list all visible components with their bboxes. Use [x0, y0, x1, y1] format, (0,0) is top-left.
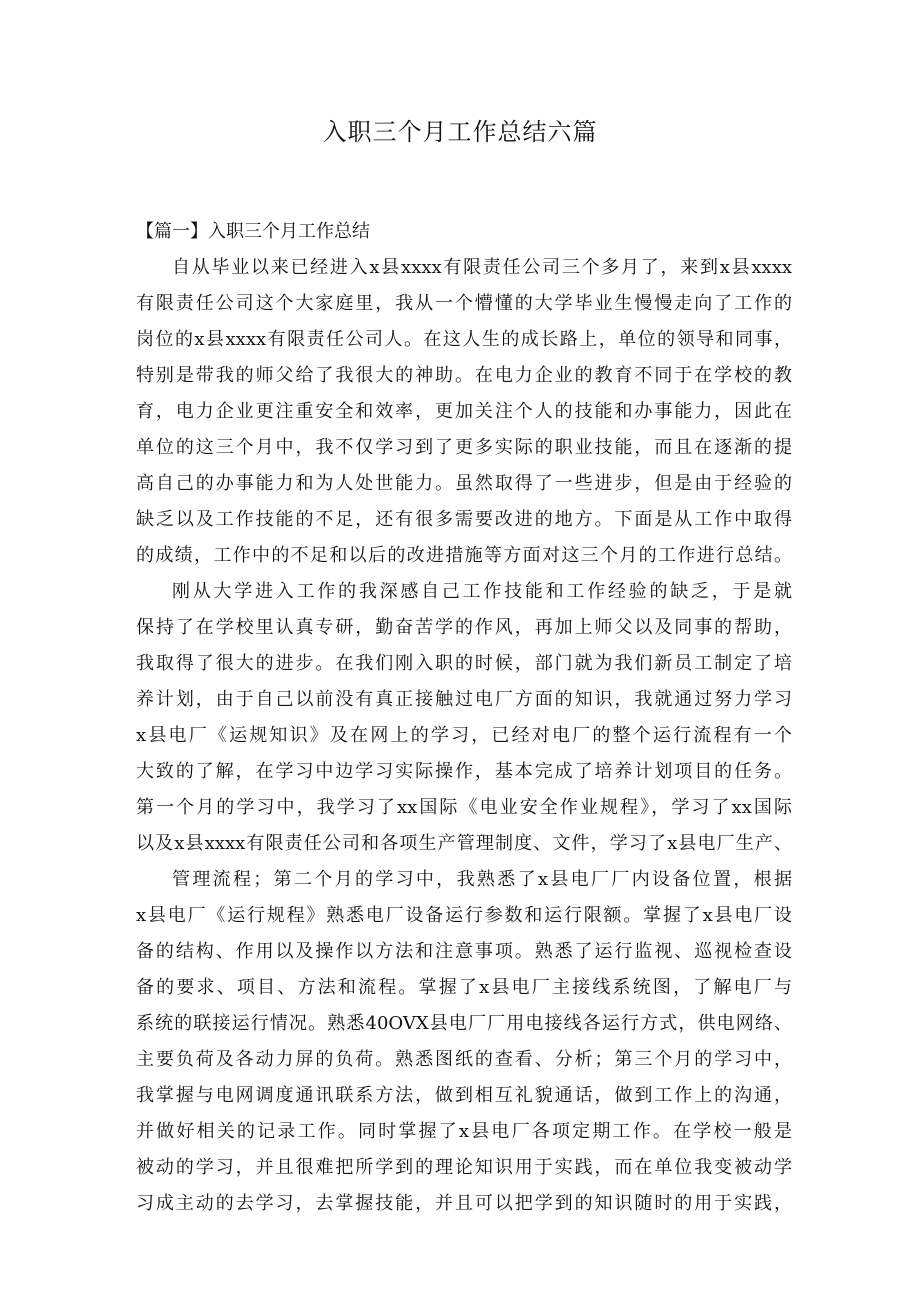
paragraph-line: 管理流程；第二个月的学习中，我熟悉了x县电厂厂内设备位置，根据 [172, 869, 792, 890]
paragraph-line: 育，电力企业更注重安全和效率，更加关注个人的技能和办事能力，因此在 [136, 401, 792, 422]
paragraph-line: 保持了在学校里认真专研，勤奋苦学的作风，再加上师父以及同事的帮助， [136, 617, 792, 638]
section-heading: 【篇一】入职三个月工作总结 [136, 221, 370, 242]
paragraph-line: 缺乏以及工作技能的不足，还有很多需要改进的地方。下面是从工作中取得 [136, 509, 792, 530]
paragraph-line: 我掌握与电网调度通讯联系方法，做到相互礼貌通话，做到工作上的沟通， [136, 1085, 792, 1106]
paragraph-line: 有限责任公司这个大家庭里，我从一个懵懂的大学毕业生慢慢走向了工作的 [136, 293, 792, 314]
paragraph-line: 习成主动的去学习，去掌握技能，并且可以把学到的知识随时的用于实践， [136, 1193, 792, 1214]
paragraph-line: 养计划，由于自己以前没有真正接触过电厂方面的知识，我就通过努力学习 [136, 689, 792, 710]
paragraph-line: 主要负荷及各动力屏的负荷。熟悉图纸的查看、分析；第三个月的学习中， [136, 1049, 792, 1070]
paragraph-line: 岗位的x县xxxx有限责任公司人。在这人生的成长路上，单位的领导和同事， [136, 329, 792, 350]
paragraph-line: 单位的这三个月中，我不仅学习到了更多实际的职业技能，而且在逐渐的提 [136, 437, 792, 458]
paragraph-line: 自从毕业以来已经进入x县xxxx有限责任公司三个多月了，来到x县xxxx [172, 257, 792, 278]
document-title: 入职三个月工作总结六篇 [322, 118, 598, 146]
paragraph-line: 高自己的办事能力和为人处世能力。虽然取得了一些进步，但是由于经验的 [136, 473, 792, 494]
paragraph-line: 备的结构、作用以及操作以方法和注意事项。熟悉了运行监视、巡视检查设 [136, 941, 792, 962]
paragraph-line: 备的要求、项目、方法和流程。掌握了x县电厂主接线系统图，了解电厂与 [136, 977, 792, 998]
paragraph-line: 被动的学习，并且很难把所学到的理论知识用于实践，而在单位我变被动学 [136, 1157, 792, 1178]
paragraph-line: 以及x县xxxx有限责任公司和各项生产管理制度、文件，学习了x县电厂生产、 [136, 833, 792, 854]
paragraph-line: x县电厂《运行规程》熟悉电厂设备运行参数和运行限额。掌握了x县电厂设 [136, 905, 792, 926]
paragraph-line: 第一个月的学习中，我学习了xx国际《电业安全作业规程》，学习了xx国际 [136, 797, 792, 818]
paragraph-line: 系统的联接运行情况。熟悉40OVX县电厂厂用电接线各运行方式，供电网络、 [136, 1013, 792, 1034]
paragraph-line: 大致的了解，在学习中边学习实际操作，基本完成了培养计划项目的任务。 [136, 761, 792, 782]
paragraph-line: 并做好相关的记录工作。同时掌握了x县电厂各项定期工作。在学校一般是 [136, 1121, 792, 1142]
paragraph-line: x县电厂《运规知识》及在网上的学习，已经对电厂的整个运行流程有一个 [136, 725, 792, 746]
paragraph-line: 我取得了很大的进步。在我们刚入职的时候，部门就为我们新员工制定了培 [136, 653, 792, 674]
paragraph-line: 特别是带我的师父给了我很大的神助。在电力企业的教育不同于在学校的教 [136, 365, 792, 386]
document-body [136, 214, 792, 1222]
paragraph-line: 刚从大学进入工作的我深感自己工作技能和工作经验的缺乏，于是就 [172, 581, 792, 602]
paragraph-line: 的成绩，工作中的不足和以后的改进措施等方面对这三个月的工作进行总结。 [136, 545, 792, 566]
